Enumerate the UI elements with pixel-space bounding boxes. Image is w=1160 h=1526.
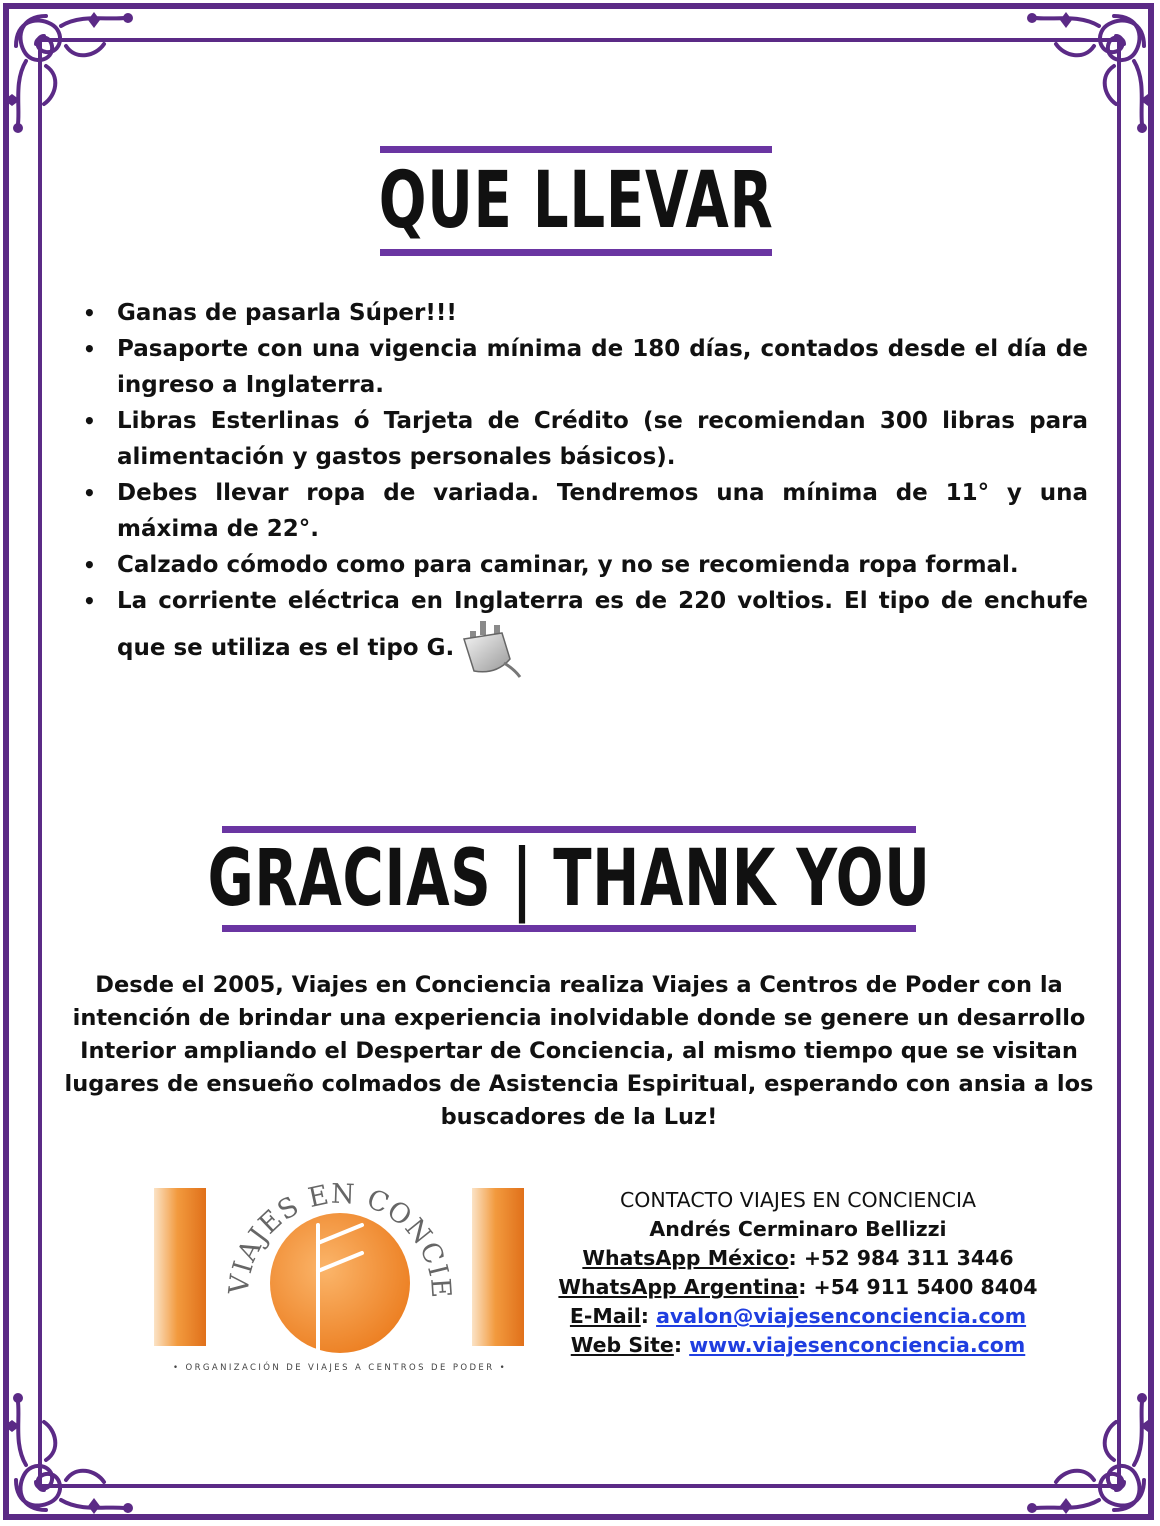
logo-tagline: • ORGANIZACIÓN DE VIAJES A CENTROS DE PODER •: [172, 1363, 508, 1373]
website-label: Web Site: [570, 1333, 674, 1357]
company-logo: [140, 1163, 540, 1383]
list-item: • Debes llevar ropa de variada. Tendremos una mínima de 11° y una máxima de 22°.: [80, 475, 1088, 547]
list-item-text: La corriente eléctrica en Inglaterra es de 220 voltios. El tipo de enchufe que se utiliza es el tipo G.: [117, 588, 1088, 661]
whatsapp-argentina-line: WhatsApp Argentina: +54 911 5400 8404: [558, 1275, 1038, 1299]
pack-title: QUE LLEVAR: [378, 156, 774, 246]
about-paragraph: Desde el 2005, Viajes en Conciencia realiza Viajes a Centros de Poder con la intención de brindar una experiencia inolvidable donde se genere un desarrollo Interior ampliando el Despertar de Conciencia, al mismo tiempo que se visitan lugares de ensueño colmados de Asistencia Espiritual, esperando con ansia a los buscadores de la Luz!: [64, 972, 1094, 1130]
whatsapp-mexico-label: WhatsApp México: [582, 1246, 789, 1270]
list-item: • Libras Esterlinas ó Tarjeta de Crédito (se recomiendan 300 libras para alimentación y gastos personales básicos).: [80, 403, 1088, 475]
packing-list: [80, 295, 1088, 681]
list-item: • Pasaporte con una vigencia mínima de 180 días, contados desde el día de ingreso a Inglaterra.: [80, 331, 1088, 403]
list-item: • Ganas de pasarla Súper!!!: [80, 295, 1088, 331]
contact-block: [548, 1186, 1048, 1360]
email-line: E-Mail: avalon@viajesenconciencia.com: [569, 1304, 1027, 1328]
whatsapp-argentina-label: WhatsApp Argentina: [558, 1275, 799, 1299]
logo-arc-text: VIAJES EN CONCIE: [223, 1178, 457, 1300]
contact-name: Andrés Cerminaro Bellizzi: [649, 1217, 947, 1241]
corner-ornament-bottom-right: [1014, 1380, 1154, 1520]
thanks-title-box: [207, 826, 931, 932]
plug-icon: [456, 619, 526, 681]
contact-heading: CONTACTO VIAJES EN CONCIENCIA: [619, 1188, 977, 1212]
website-line: Web Site: www.viajesenconciencia.com: [570, 1333, 1026, 1357]
whatsapp-mexico-number: +52 984 311 3446: [803, 1246, 1014, 1270]
pack-title-box: [380, 146, 772, 256]
email-label: E-Mail: [569, 1304, 641, 1328]
list-item: [80, 583, 1088, 681]
thanks-title: GRACIAS | THANK YOU: [207, 834, 931, 924]
corner-ornament-top-left: [6, 6, 146, 146]
website-link[interactable]: www.viajesenconciencia.com: [689, 1333, 1026, 1357]
corner-ornament-top-right: [1014, 6, 1154, 146]
corner-ornament-bottom-left: [6, 1380, 146, 1520]
list-item: • Calzado cómodo como para caminar, y no se recomienda ropa formal.: [80, 547, 1088, 583]
email-link[interactable]: avalon@viajesenconciencia.com: [656, 1304, 1027, 1328]
whatsapp-argentina-number: +54 911 5400 8404: [813, 1275, 1038, 1299]
whatsapp-mexico-line: WhatsApp México: +52 984 311 3446: [582, 1246, 1014, 1270]
